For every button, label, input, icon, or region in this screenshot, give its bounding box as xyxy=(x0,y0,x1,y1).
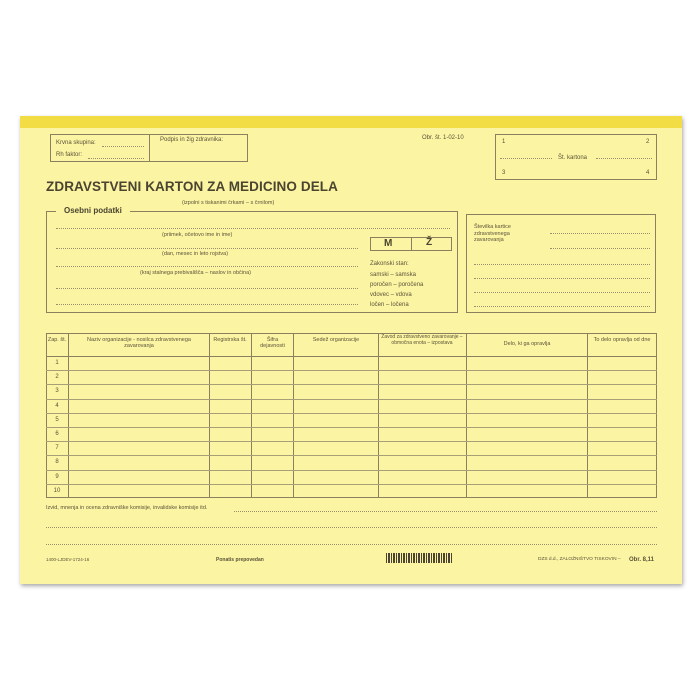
table-row-number: 8 xyxy=(55,459,59,466)
gender-male[interactable]: M xyxy=(384,238,393,249)
fill-instruction: (izpolni s tiskanimi črkami – s črnilom) xyxy=(182,200,275,206)
card-corner-2: 2 xyxy=(646,139,650,145)
table-row-divider xyxy=(46,441,657,442)
marital-option-2[interactable]: poročen – poročena xyxy=(370,282,424,288)
footer-code: 1400-LJDEV-1724-16 xyxy=(46,557,90,562)
card-corner-3: 3 xyxy=(502,170,506,176)
header-organization: Naziv organizacije - nosilca zdravstvenega zavarovanja xyxy=(87,337,191,350)
marital-option-3[interactable]: vdovec – vdova xyxy=(370,292,412,298)
findings-field-3[interactable] xyxy=(46,544,657,545)
personal-data-heading: Osebni podatki xyxy=(56,207,130,215)
publisher: DZS d.d., ZALOŽNIŠTVO TISKOVIN – xyxy=(538,557,621,562)
barcode xyxy=(386,553,452,563)
rh-factor-field[interactable] xyxy=(88,158,144,159)
blood-group-field[interactable] xyxy=(102,146,144,147)
gender-female[interactable]: Ž xyxy=(426,237,433,248)
table-row-divider xyxy=(46,484,657,485)
address-field-1[interactable] xyxy=(56,266,358,267)
address-field-3[interactable] xyxy=(56,304,358,305)
marital-option-1[interactable]: samski – samska xyxy=(370,272,417,278)
marital-status-label: Zakonski stan: xyxy=(370,261,409,267)
table-row-divider xyxy=(46,470,657,471)
table-row-number: 4 xyxy=(55,402,59,409)
card-corner-4: 4 xyxy=(646,170,650,176)
table-row-divider xyxy=(46,370,657,371)
findings-field-1[interactable] xyxy=(234,511,657,512)
rh-factor-label: Rh faktor: xyxy=(56,152,83,158)
header-insurance-office: Zavod za zdravstveno zavarovanje – območna enota – izpostava xyxy=(381,334,463,346)
table-row-divider xyxy=(46,413,657,414)
table-row-number: 5 xyxy=(55,416,59,423)
findings-field-2[interactable] xyxy=(46,527,657,528)
marital-option-4[interactable]: ločen – ločena xyxy=(370,302,409,308)
table-row-number: 3 xyxy=(55,388,59,395)
form-number: Obr. 8,11 xyxy=(629,557,655,563)
medical-card-form xyxy=(20,116,682,584)
insurance-card-label: Številka kartice zdravstvenega zavarovanja xyxy=(474,224,511,244)
card-corner-1: 1 xyxy=(502,139,506,145)
address-field-2[interactable] xyxy=(56,288,358,289)
signature-label: Podpis in žig zdravnika: xyxy=(160,137,224,143)
reprint-notice: Ponatis prepovedan xyxy=(216,557,264,563)
header-org-seat: Sedež organizacije xyxy=(312,337,360,343)
birth-date-field[interactable] xyxy=(56,248,358,249)
header-since-date: To delo opravlja od dne xyxy=(593,337,651,343)
header-work-performed: Delo, ki ga opravlja xyxy=(503,341,551,347)
employment-table xyxy=(46,333,657,498)
name-caption: (priimek, očetovo ime in ime) xyxy=(162,232,233,238)
table-row-divider xyxy=(46,455,657,456)
birth-date-caption: (dan, mesec in leto rojstva) xyxy=(162,251,229,257)
card-number-label: Št. kartona xyxy=(558,155,588,161)
header-registry-no: Registrska št. xyxy=(213,337,247,343)
table-row-divider xyxy=(46,427,657,428)
table-row-number: 9 xyxy=(55,473,59,480)
name-field[interactable] xyxy=(56,228,450,229)
header-ordinal: Zap. št. xyxy=(47,337,67,343)
header-activity-code: Šifra dejavnosti xyxy=(260,337,285,350)
address-caption: (kraj stalnega prebivališča – naslov in občina) xyxy=(140,270,251,276)
table-row-divider xyxy=(46,384,657,385)
table-row-number: 7 xyxy=(55,445,59,452)
page-title: ZDRAVSTVENI KARTON ZA MEDICINO DELA xyxy=(46,179,339,194)
form-code: Obr. št. 1-02-10 xyxy=(422,135,464,141)
findings-label: Izvid, mnenja in ocena zdravniške komisije, invalidske komisije itd. xyxy=(46,505,208,511)
blood-group-label: Krvna skupina: xyxy=(56,140,96,146)
table-row-number: 6 xyxy=(55,431,59,437)
top-color-band xyxy=(20,116,682,128)
table-row-divider xyxy=(46,399,657,400)
table-row-number: 1 xyxy=(55,360,59,366)
table-row-number: 10 xyxy=(53,487,61,494)
table-row-number: 2 xyxy=(55,374,59,381)
